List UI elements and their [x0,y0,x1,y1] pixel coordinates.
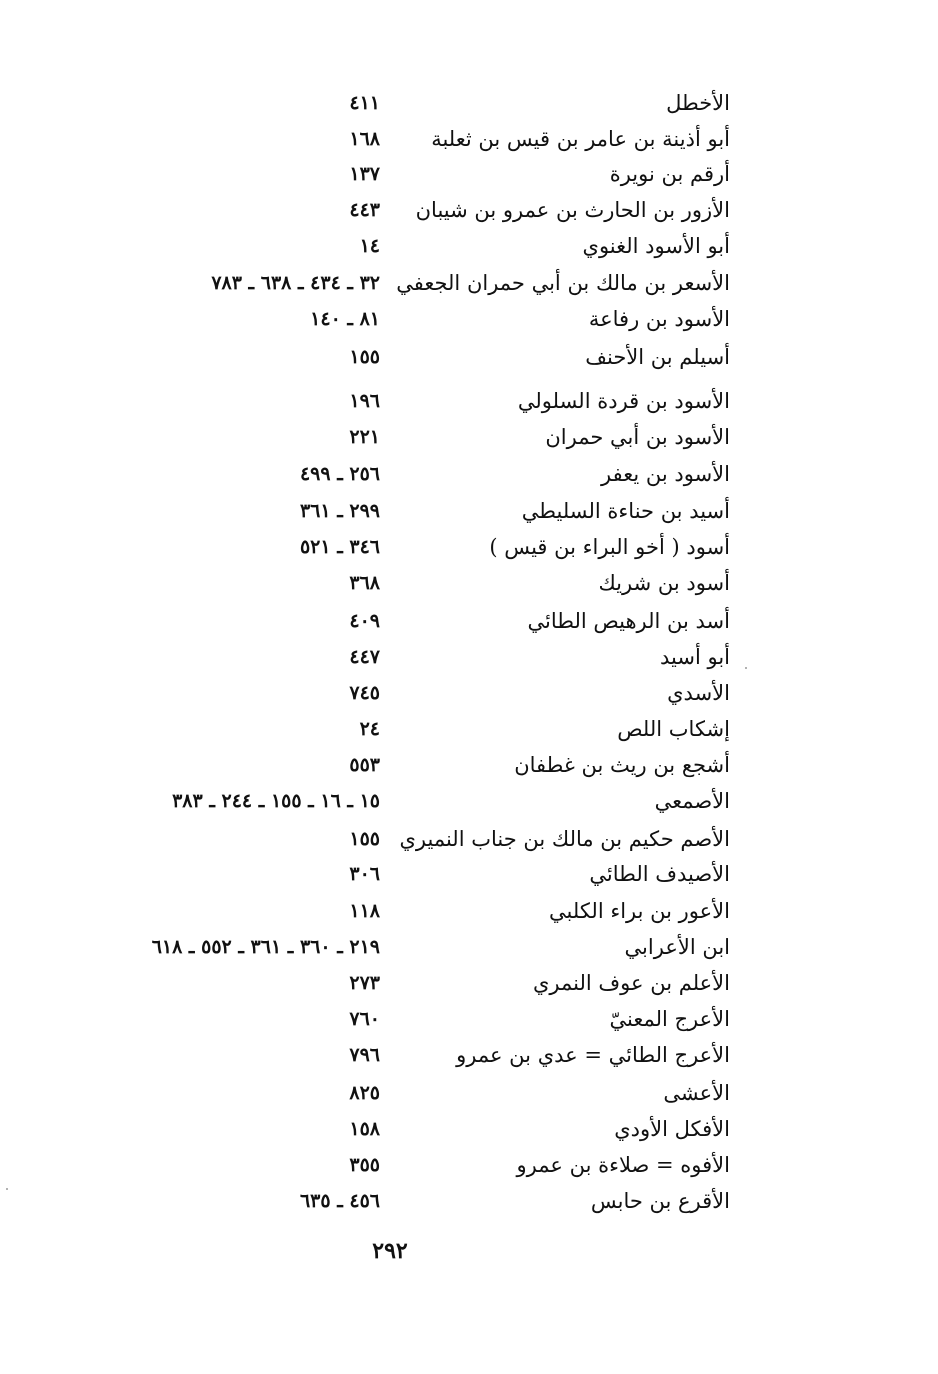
index-entry [60,457,730,491]
index-entry [60,384,730,418]
index-entry [60,1148,730,1182]
entry-name: أبو أذينة بن عامر بن قيس بن ثعلبة [431,127,730,151]
entry-page-references: ٤٠٩ [349,610,380,632]
index-entry [60,1112,730,1146]
scan-speck [6,1188,8,1190]
entry-name: الأفكل الأودي [614,1117,730,1141]
entry-page-references: ٤١١ [349,92,380,114]
entry-page-references: ٢٧٣ [349,972,380,994]
entry-name: ابن الأعرابي [624,935,730,959]
entry-page-references: ٣٥٥ [349,1154,380,1176]
entry-page-references: ٢٢١ [349,426,380,448]
entry-name: الأسود بن أبي حمران [545,425,730,449]
entry-page-references: ٤٥٦ ـ ٦٣٥ [299,1190,380,1212]
entry-name: الأفوه = صلاءة بن عمرو [516,1153,730,1177]
entry-name: إشكاب اللص [617,717,730,741]
index-entry [60,494,730,528]
entry-name: أسيلم بن الأحنف [585,345,730,369]
index-entry [60,86,730,120]
entry-name: الأعرج المعنيّ [609,1007,730,1031]
index-entry [60,1002,730,1036]
entry-name: الأعرج الطائي = عدي بن عمرو [456,1043,730,1067]
entry-page-references: ٤٤٧ [349,646,380,668]
entry-name: أبو الأسود الغنوي [582,234,730,258]
entry-page-references: ٧٩٦ [349,1044,380,1066]
entry-page-references: ٢١٩ ـ ٣٦٠ ـ ٣٦١ ـ ٥٥٢ ـ ٦١٨ [151,936,380,958]
entry-name: الأسود بن رفاعة [588,307,730,331]
entry-page-references: ٣٤٦ ـ ٥٢١ [299,536,380,558]
index-entry [60,712,730,746]
entry-name: أسود ( أخو البراء بن قيس ) [489,535,730,559]
entry-name: الأعلم بن عوف النمري [532,971,730,995]
page-number: ٢٩٢ [372,1238,408,1264]
index-entry [60,748,730,782]
entry-name: الأصم حكيم بن مالك بن جناب النميري [399,827,730,851]
entry-name: الأعور بن براء الكلبي [549,899,730,923]
entry-page-references: ٣٠٦ [349,863,380,885]
index-entry [60,229,730,263]
entry-page-references: ٧٦٠ [349,1008,380,1030]
index-entry [60,857,730,891]
index-entry [60,266,730,300]
entry-name: الأزور بن الحارث بن عمرو بن شيبان [415,198,730,222]
entry-name: أرقم بن نويرة [609,162,730,186]
entry-page-references: ١٤ [359,235,380,257]
index-entry [60,640,730,674]
entry-page-references: ١٦٨ [349,128,380,150]
entry-name: الأسعر بن مالك بن أبي حمران الجعفي [396,271,730,295]
index-entry [60,157,730,191]
index-entry [60,784,730,818]
index-entry [60,1184,730,1218]
entry-page-references: ١٥٥ [349,828,380,850]
entry-page-references: ٣٢ ـ ٤٣٤ ـ ٦٣٨ ـ ٧٨٣ [211,272,380,294]
entry-page-references: ٣٦٨ [349,572,380,594]
entry-page-references: ١٥٨ [349,1118,380,1140]
entry-page-references: ٢٩٩ ـ ٣٦١ [299,500,380,522]
entry-page-references: ٨٢٥ [349,1082,380,1104]
index-entry [60,930,730,964]
entry-page-references: ٢٤ [359,718,380,740]
entry-page-references: ١٩٦ [349,390,380,412]
entry-page-references: ٢٥٦ ـ ٤٩٩ [299,463,380,485]
index-entry [60,566,730,600]
entry-page-references: ٥٥٣ [349,754,380,776]
index-entry [60,966,730,1000]
entry-page-references: ٨١ ـ ١٤٠ [310,308,380,330]
scan-speck [745,667,747,669]
index-entry [60,302,730,336]
index-entry [60,604,730,638]
entry-name: الأسود بن يعفر [601,462,730,486]
index-entry [60,894,730,928]
entry-name: الأعشى [663,1081,730,1105]
index-entry [60,1038,730,1072]
entry-name: الأصمعي [654,789,730,813]
entry-name: أسيد بن حناءة السليطي [521,499,730,523]
entry-name: أسود بن شريك [598,571,730,595]
entry-name: أبو أسيد [660,645,730,669]
entry-name: الأقرع بن حابس [590,1189,730,1213]
entry-name: الأخطل [666,91,730,115]
entry-name: أسد بن الرهيص الطائي [527,609,730,633]
entry-name: الأسود بن قردة السلولي [517,389,730,413]
index-entry [60,822,730,856]
entry-page-references: ٧٤٥ [349,682,380,704]
entry-page-references: ١٥ ـ ١٦ ـ ١٥٥ ـ ٢٤٤ ـ ٣٨٣ [172,790,380,812]
index-entry [60,420,730,454]
entry-page-references: ١١٨ [349,900,380,922]
entry-page-references: ١٥٥ [349,346,380,368]
index-entry [60,530,730,564]
index-entry [60,676,730,710]
entry-name: الأسدي [667,681,730,705]
entry-name: أشجع بن ريث بن غطفان [514,753,730,777]
index-entry [60,1076,730,1110]
entry-page-references: ٤٤٣ [349,199,380,221]
entry-page-references: ١٣٧ [349,163,380,185]
index-entry [60,340,730,374]
index-entry [60,193,730,227]
index-entry [60,122,730,156]
entry-name: الأصيدف الطائي [589,862,730,886]
